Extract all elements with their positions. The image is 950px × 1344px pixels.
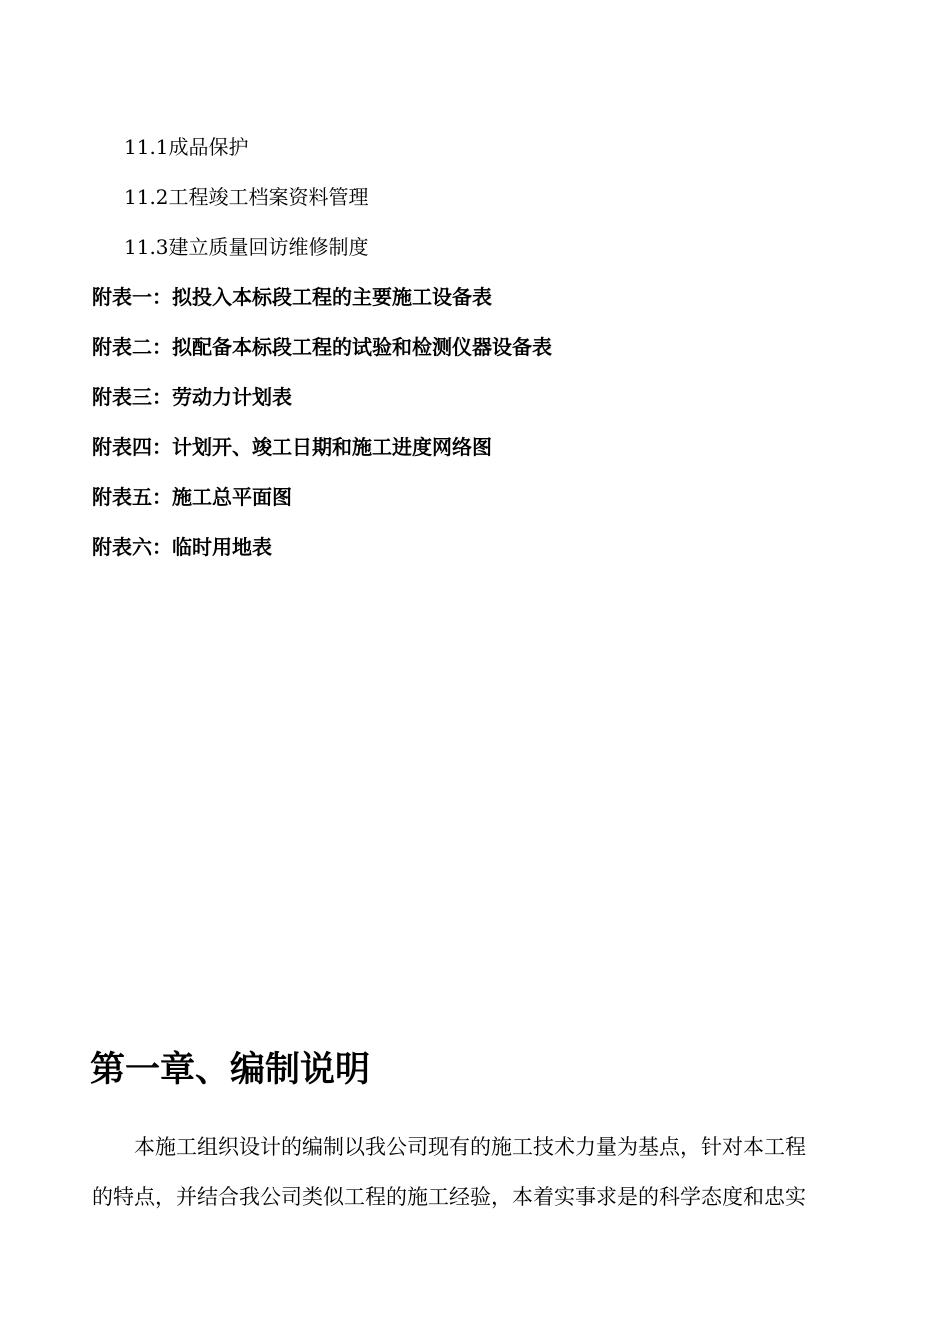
toc-appendix-2[interactable]: 附表二：拟配备本标段工程的试验和检测仪器设备表 xyxy=(92,335,552,359)
toc-appendix-5[interactable]: 附表五：施工总平面图 xyxy=(92,485,292,509)
paragraph-line-2: 的特点，并结合我公司类似工程的施工经验，本着实事求是的科学态度和忠实 xyxy=(92,1185,806,1209)
toc-subsection-11-1[interactable]: 11.1成品保护 xyxy=(124,135,249,159)
paragraph-line-1: 本施工组织设计的编制以我公司现有的施工技术力量为基点，针对本工程 xyxy=(134,1135,806,1159)
toc-appendix-1[interactable]: 附表一：拟投入本标段工程的主要施工设备表 xyxy=(92,285,492,309)
chapter-title: 第一章、编制说明 xyxy=(90,1050,371,1090)
toc-subsection-11-3[interactable]: 11.3建立质量回访维修制度 xyxy=(124,235,369,259)
toc-appendix-6[interactable]: 附表六：临时用地表 xyxy=(92,535,272,559)
toc-appendix-4[interactable]: 附表四：计划开、竣工日期和施工进度网络图 xyxy=(92,435,492,459)
toc-subsection-11-2[interactable]: 11.2工程竣工档案资料管理 xyxy=(124,185,369,209)
toc-appendix-3[interactable]: 附表三：劳动力计划表 xyxy=(92,385,292,409)
